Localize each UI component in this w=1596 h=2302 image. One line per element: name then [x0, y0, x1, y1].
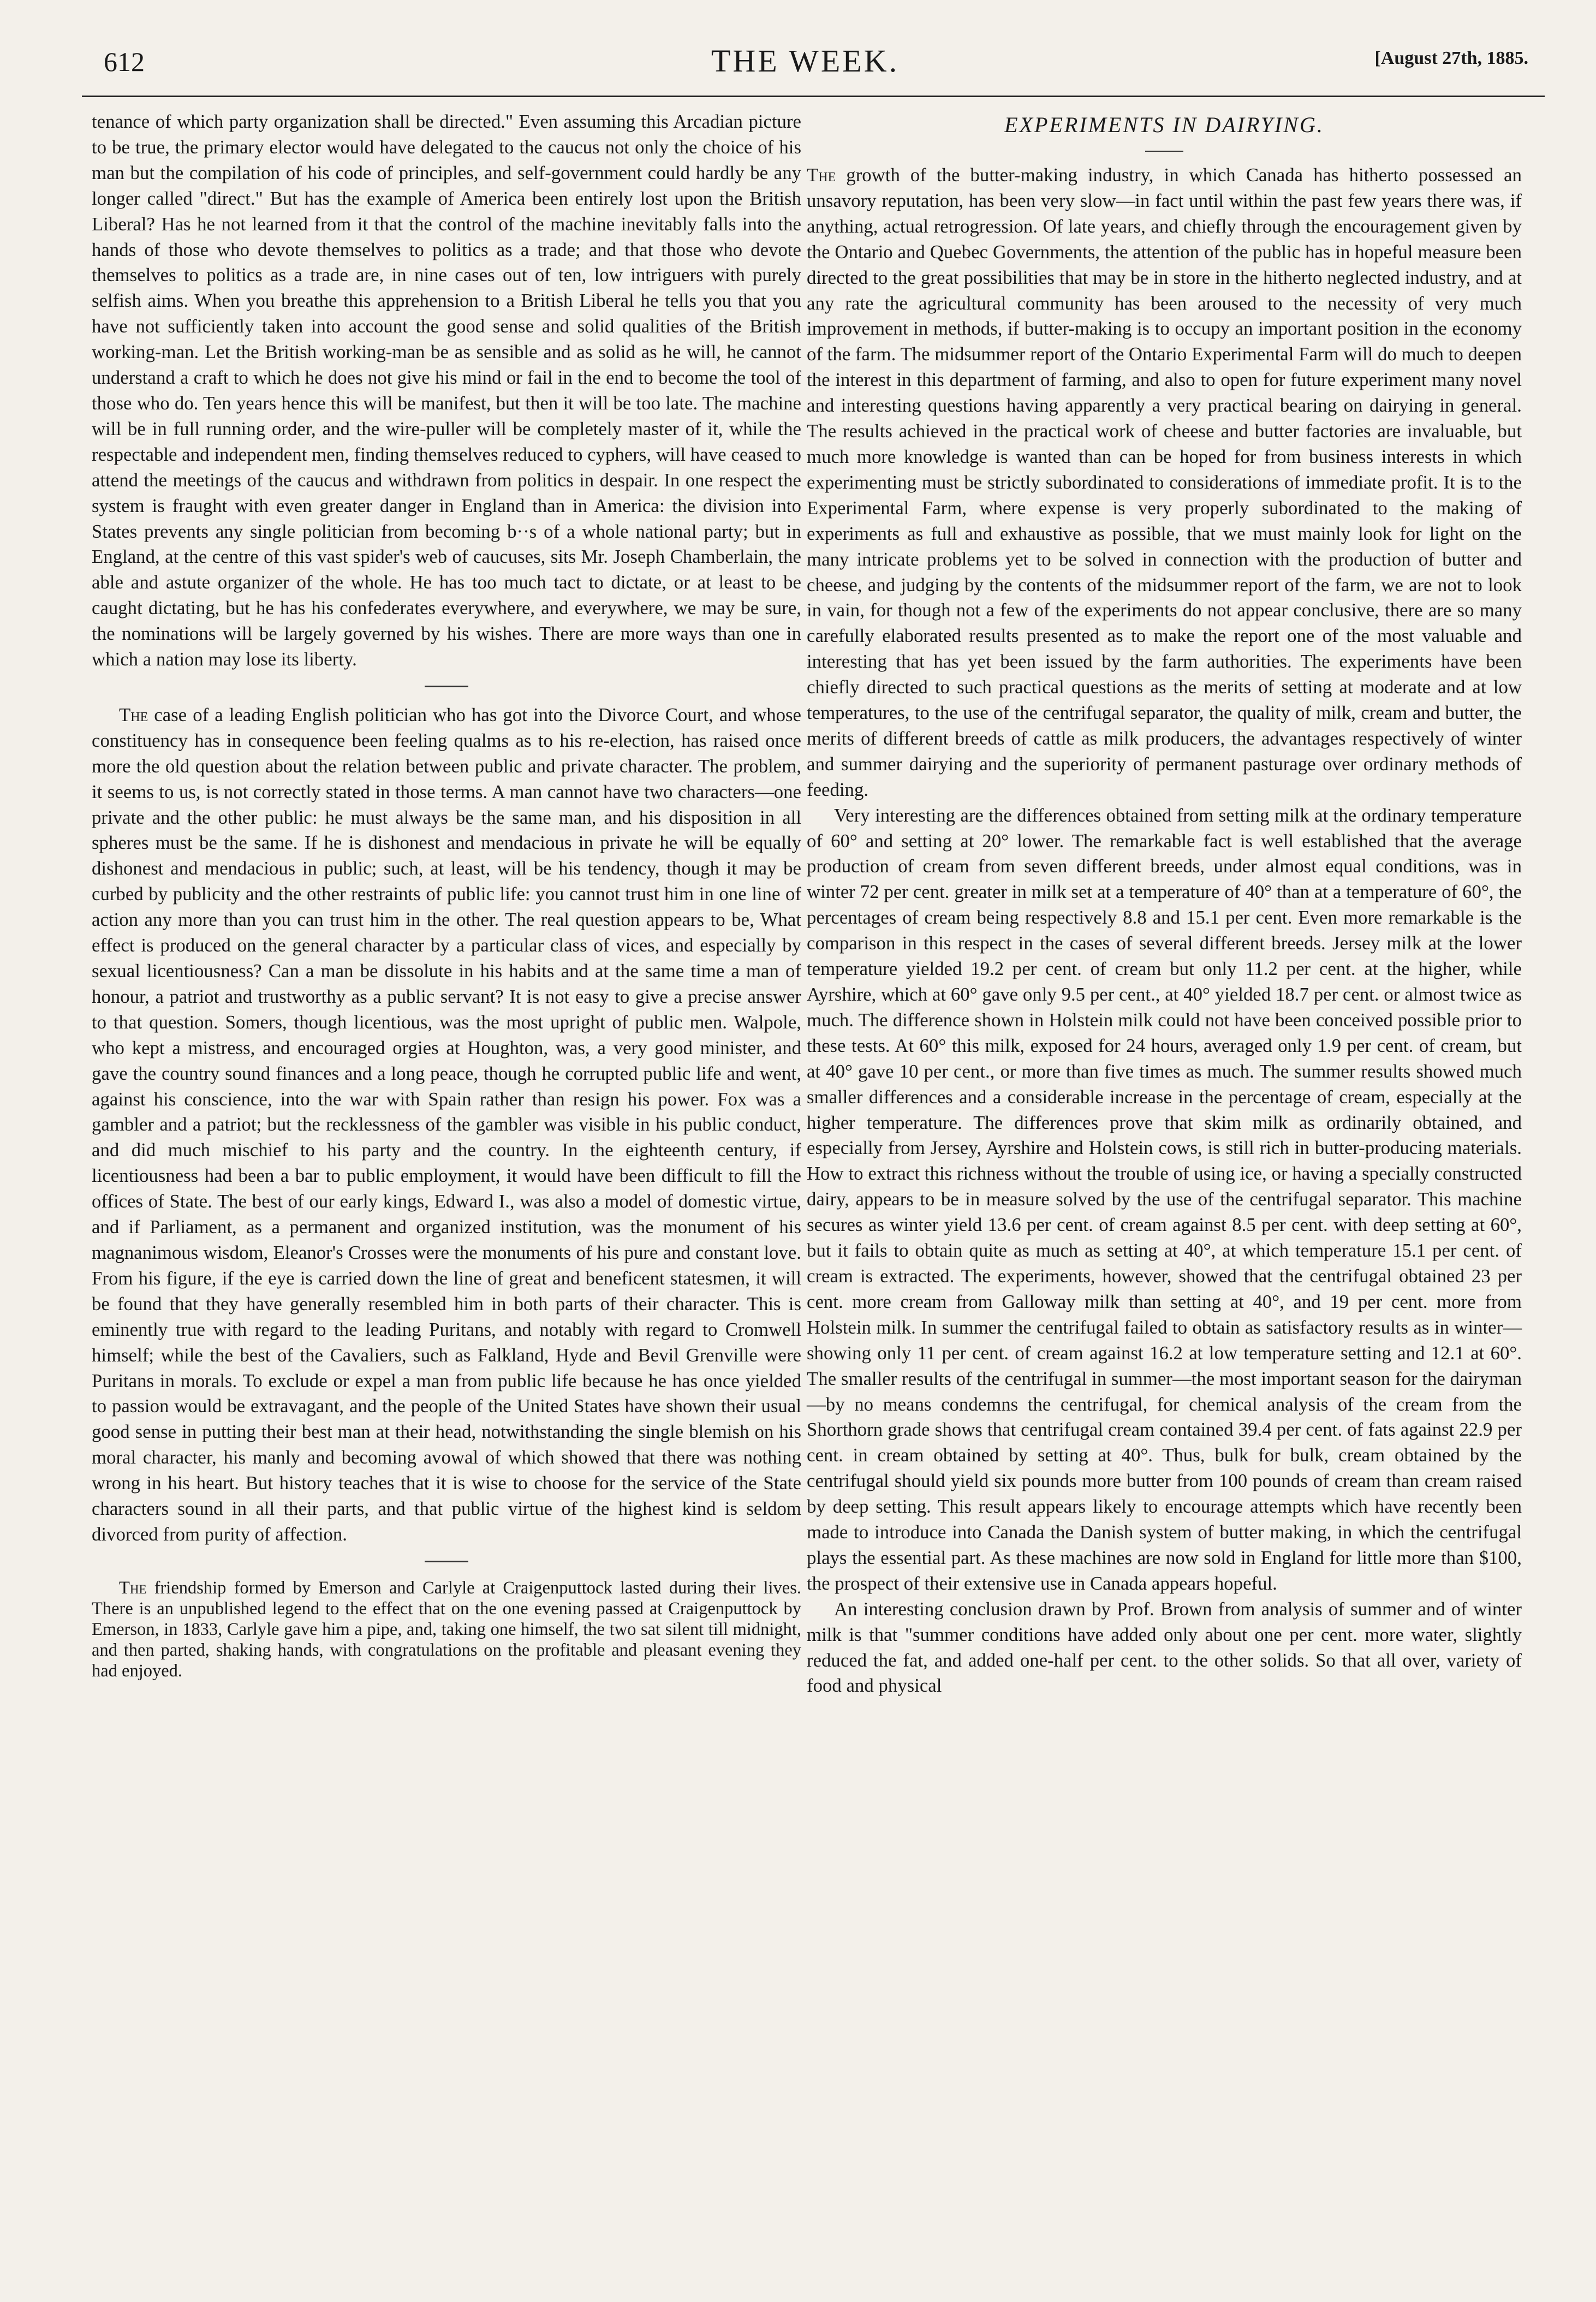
article-paragraph-divorce-court [92, 703, 801, 1548]
section-divider [425, 686, 468, 687]
section-divider [425, 1561, 468, 1562]
page-number: 612 [104, 46, 145, 77]
paragraph-body: friendship formed by Emerson and Carlyle at Craigenputtock lasted during their lives. There is an unpublished legend to the effect that on the one evening passed at Craigenputtock by Emerson, in 1833, Carlyle gave him a pipe, and, taking one himself, the two sat silent till midnight, and then parted, shaking hands, with congratulations on the profitable and pleasant evening they had enjoyed. [92, 1578, 801, 1681]
lead-word: The [119, 1578, 147, 1598]
masthead-title: THE WEEK. [711, 43, 900, 79]
article-paragraph-temperatures: Very interesting are the differences obtained from setting milk at the ordinary temperature of 60° and setting at 20° lower. The remarkable fact is well established that the average production of cream from seven different breeds, under almost equal conditions, was in winter 72 per cent. greater in milk set at a temperature of 40° than at a temperature of 60°, the percentages of cream being respectively 8.8 and 15.1 per cent. Even more remarkable is the comparison in this respect in the cases of several different breeds. Jersey milk at the lower temperature yielded 19.2 per cent. of cream but only 11.2 per cent. at the higher, while Ayrshire, which at 60° gave only 9.5 per cent., at 40° yielded 18.7 per cent. or almost twice as much. The difference shown in Holstein milk could not have been conceived possible prior to these tests. At 60° this milk, exposed for 24 hours, averaged only 1.9 per cent. of cream, but at 40° gave 10 per cent., or more than five times as much. The summer results showed much smaller differences and a considerable increase in the percentage of cream, especially at the higher temperature. The differences prove that skim milk as ordinarily obtained, and especially from Jersey, Ayrshire and Holstein cows, is still rich in butter-producing materials. How to extract this richness without the trouble of using ice, or having a specially constructed dairy, appears to be in measure solved by the use of the centrifugal separator. This machine secures as winter yield 13.6 per cent. of cream against 8.5 per cent. with deep setting at 60°, but it fails to obtain quite as much as setting at 40°, at which temperature 15.1 per cent. of cream is extracted. The experiments, however, showed that the centrifugal obtained 23 per cent. more cream from Galloway milk than setting at 40°, and 19 per cent. more from Holstein milk. In summer the centrifugal failed to obtain as satisfactory results as in winter—showing only 11 per cent. of cream against 16.2 at low temperature setting and 12.1 at 60°. The smaller results of the centrifugal in summer—the most important season for the dairyman—by no means condemns the centrifugal, for chemical analysis of the cream from the Shorthorn grade shows that centrifugal cream contained 39.4 per cent. of fats against 22.9 per cent. in cream obtained by setting at 40°. Thus, bulk for bulk, cream obtained by the centrifugal should yield six pounds more butter from 100 pounds of cream than cream raised by deep setting. This result appears likely to encourage attempts which have recently been made to introduce into Canada the Danish system of butter making, in which the centrifugal plays the essential part. As these machines are now sold in England for little more than $100, the prospect of their extensive use in Canada appears hopeful. [807, 804, 1522, 1594]
article-paragraph-conclusion: An interesting conclusion drawn by Prof. Brown from analysis of summer and of winter milk is that "summer conditions have added only about one per cent. more water, slightly reduced the fat, and added one-half per cent. to the other solids. So that all over, variety of food and physical [807, 1598, 1522, 1697]
page-header [82, 43, 1528, 92]
paragraph-body: case of a leading English politician who has got into the Divorce Court, and whose constituency has in consequence been feeling qualms as to his re-election, has raised once more the old question about the relation between public and private character. The problem, it seems to us, is not correctly stated in those terms. A man cannot have two characters—one private and the other public: he must always be the same man, and his disposition in all spheres must be the same. If he is dishonest and mendacious in private he will be equally dishonest and mendacious in public; such, at least, will be his tendency, though it may be curbed by publicity and the other restraints of public life: you cannot trust him in one line of action any more than you can trust him in the other. The real question appears to be, What effect is produced on the general character by a particular class of vices, and especially by sexual licentiousness? Can a man be dissolute in his habits and at the same time a man of honour, a patriot and trustworthy as a public servant? It is not easy to give a precise answer to that question. Somers, though licentious, was the most upright of public men. Walpole, who kept a mistress, and encouraged orgies at Houghton, was, a very good minister, and gave the country sound finances and a long peace, though he corrupted public life and went, against his conscience, into the war with Spain rather than resign his power. Fox was a gambler and a patriot; but the recklessness of the gambler was visible in his public conduct, and did much mischief to his party and the country. In the eighteenth century, if licentiousness had been a bar to public employment, it would have been difficult to fill the offices of State. The best of our early kings, Edward I., was also a model of domestic virtue, and if Parliament, as a permanent and organized institution, was the monument of his magnanimous wisdom, Eleanor's Crosses were the monuments of his pure and constant love. From his figure, if the eye is carried down the line of great and beneficent statesmen, it will be found that they have generally resembled him in both parts of their character. This is eminently true with regard to the leading Puritans, and notably with regard to Cromwell himself; while the best of the Cavaliers, such as Falkland, Hyde and Bevil Grenville were Puritans in morals. To exclude or expel a man from public life because he has once yielded to passion would be extravagant, and the people of the United States have shown their usual good sense in putting their best man at their head, notwithstanding the single blemish on his moral character, his manly and becoming avowal of which showed that there was nothing wrong in his heart. But history teaches that it is wise to choose for the service of the State characters sound in all their parts, and that public virtue of the highest kind is seldom divorced from purity of affection. [92, 704, 801, 1545]
issue-date: [August 27th, 1885. [1374, 48, 1528, 68]
right-column [807, 109, 1522, 1699]
lead-word: The [807, 164, 836, 186]
article-title: EXPERIMENTS IN DAIRYING. [1004, 112, 1324, 137]
paragraph-body: growth of the butter-making industry, in which Canada has hitherto possessed an unsavory reputation, has been very slow—in fact until within the past few years there was, if anything, actual retrogression. Of late years, and chiefly through the encouragement given by the Ontario and Quebec Governments, the attention of the public has in hopeful measure been directed to the great possibilities that may be in store in the hitherto neglected industry, and at any rate the agricultural community has been aroused to the necessity of very much improvement in methods, if butter-making is to occupy an important position in the economy of the farm. The midsummer report of the Ontario Experimental Farm will do much to deepen the interest in this department of farming, and also to open for future experiment many novel and interesting questions having apparently a very practical bearing on dairying in general. The results achieved in the practical work of cheese and butter factories are invaluable, but much more knowledge is wanted than can be hoped for from business interests in which experimenting must be strictly subordinated to considerations of immediate profit. It is to the Experimental Farm, where expense is very properly subordinated to the making of experiments as full and exhaustive as possible, that we must mainly look for light on the many intricate problems yet to be solved in connection with the production of butter and cheese, and judging by the contents of the midsummer report of the farm, we are not to look in vain, for though not a few of the experiments do not appear conclusive, there are so many carefully elaborated results presented as to make the report one of the most valuable and interesting that has yet been issued by the farm authorities. The experiments have been chiefly directed to such practical questions as the merits of setting at moderate and at low temperatures, to the use of the centrifugal separator, the quality of milk, cream and butter, the merits of different breeds of cattle as milk producers, the advantages respectively of winter and summer dairying and the superiority of permanent pasturage over ordinary methods of feeding. [807, 164, 1522, 800]
left-column [92, 109, 801, 1681]
article-paragraph-intro [807, 163, 1522, 803]
article-continued-paragraph: tenance of which party organization shall be directed." Even assuming this Arcadian picture to be true, the primary elector would have delegated to the caucus not only the choice of his man but the compilation of his code of principles, and self-government could hardly be any longer called "direct." But has the example of America been entirely lost upon the British Liberal? Has he not learned from it that the control of the machine inevitably falls into the hands of those who devote themselves to politics as a trade; and that those who devote themselves to politics as a trade are, in nine cases out of ten, low intriguers with purely selfish aims. When you breathe this apprehension to a British Liberal he tells you that you have not sufficiently taken into account the good sense and solid qualities of the British working-man. Let the British working-man be as sensible and as solid as he will, he cannot understand a craft to which he does not give his mind or fail in the end to become the tool of those who do. Ten years hence this will be manifest, but then it will be too late. The machine will be in full running order, and the wire-puller will be completely master of it, while the respectable and independent men, finding themselves reduced to cyphers, will have ceased to attend the meetings of the caucus and withdrawn from politics in despair. In one respect the system is fraught with even greater danger in England than in America: the division into States prevents any single politician from becoming b··s of a whole national party; but in England, at the centre of this vast spider's web of caucuses, sits Mr. Joseph Chamberlain, the able and astute organizer of the whole. He has too much tact to dictate, or at least to be caught dictating, but he has his confederates everywhere, and everywhere, we may be sure, the nominations will be largely governed by his wishes. There are more ways than one in which a nation may lose its liberty. [92, 111, 801, 670]
lead-word: The [119, 704, 148, 725]
article-paragraph-emerson-carlyle [92, 1578, 801, 1681]
title-divider [1145, 151, 1183, 152]
header-rule [82, 96, 1545, 97]
